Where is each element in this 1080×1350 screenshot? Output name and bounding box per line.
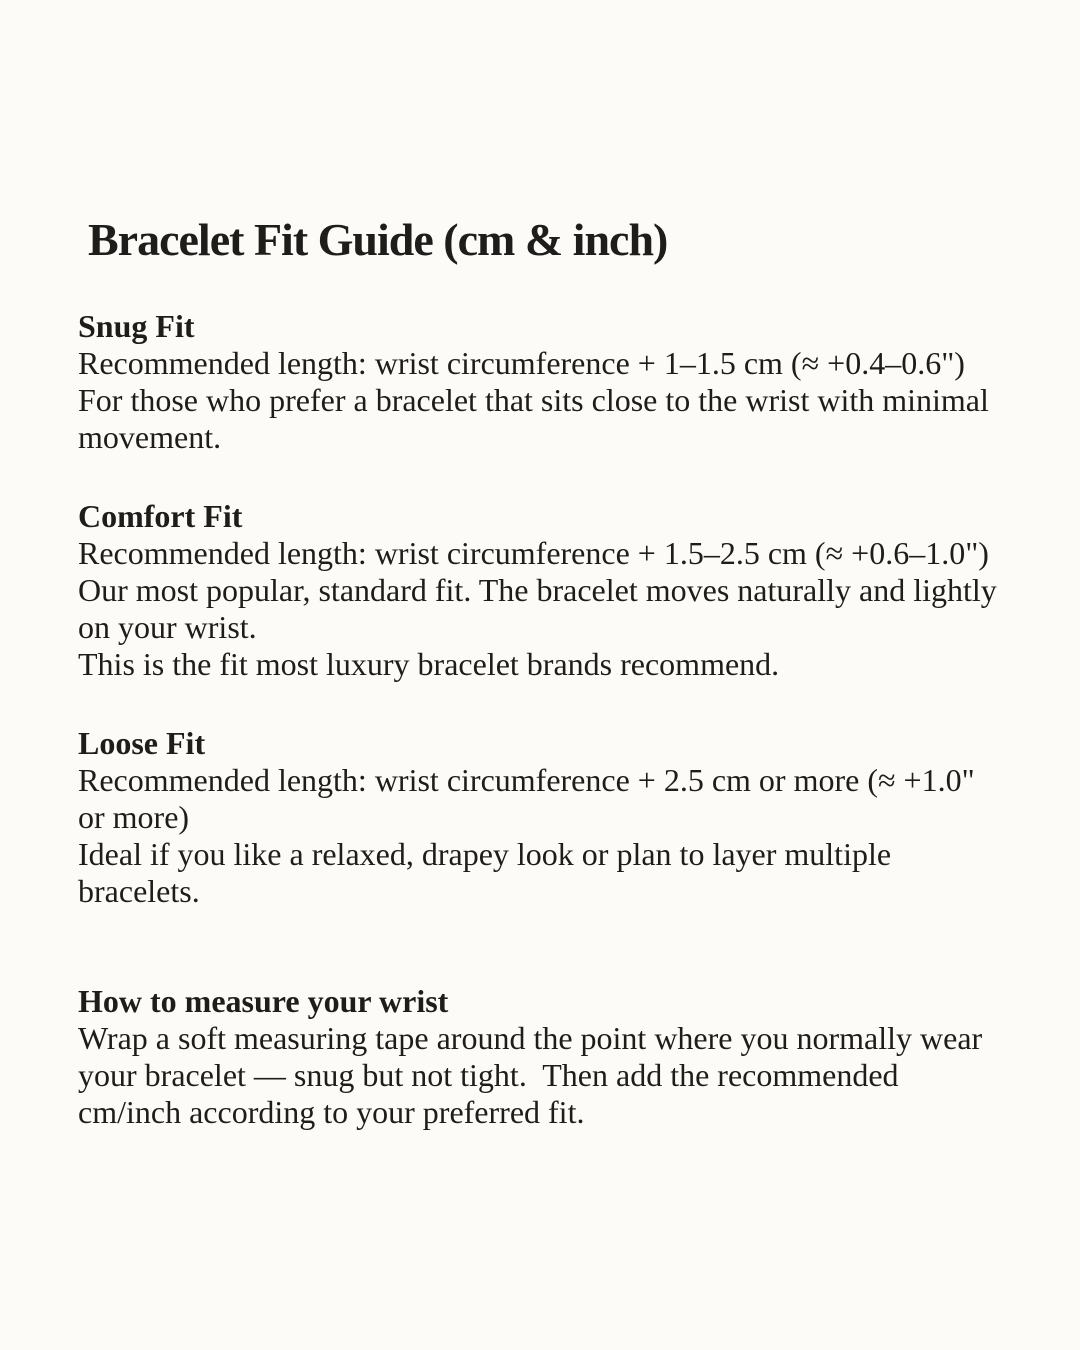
section-loose-fit xyxy=(78,725,1008,910)
comfort-fit-recommended-length: Recommended length: wrist circumference + 1.5–2.5 cm (≈ +0.6–1.0") xyxy=(78,535,989,571)
section-how-to-measure xyxy=(78,983,1008,1131)
how-to-measure-instructions: Wrap a soft measuring tape around the point where you normally wear your bracelet — snug but not tight. Then add the recommended cm/inch according to your preferred fit. xyxy=(78,1020,991,1130)
loose-fit-recommended-length: Recommended length: wrist circumference + 2.5 cm or more (≈ +1.0" or more) xyxy=(78,762,983,835)
comfort-fit-note: This is the fit most luxury bracelet brands recommend. xyxy=(78,646,780,682)
page-title: Bracelet Fit Guide (cm & inch) xyxy=(88,214,668,265)
comfort-fit-description: Our most popular, standard fit. The bracelet moves naturally and lightly on your wrist. xyxy=(78,572,1005,645)
snug-fit-description: For those who prefer a bracelet that sits close to the wrist with minimal movement. xyxy=(78,382,997,455)
section-comfort-fit xyxy=(78,498,1008,683)
section-heading-snug-fit: Snug Fit xyxy=(78,308,195,344)
loose-fit-description: Ideal if you like a relaxed, drapey look or plan to layer multiple bracelets. xyxy=(78,836,900,909)
section-heading-loose-fit: Loose Fit xyxy=(78,725,206,761)
snug-fit-recommended-length: Recommended length: wrist circumference + 1–1.5 cm (≈ +0.4–0.6") xyxy=(78,345,965,381)
section-heading-how-to-measure: How to measure your wrist xyxy=(78,983,449,1019)
section-snug-fit xyxy=(78,308,1008,456)
section-heading-comfort-fit: Comfort Fit xyxy=(78,498,243,534)
